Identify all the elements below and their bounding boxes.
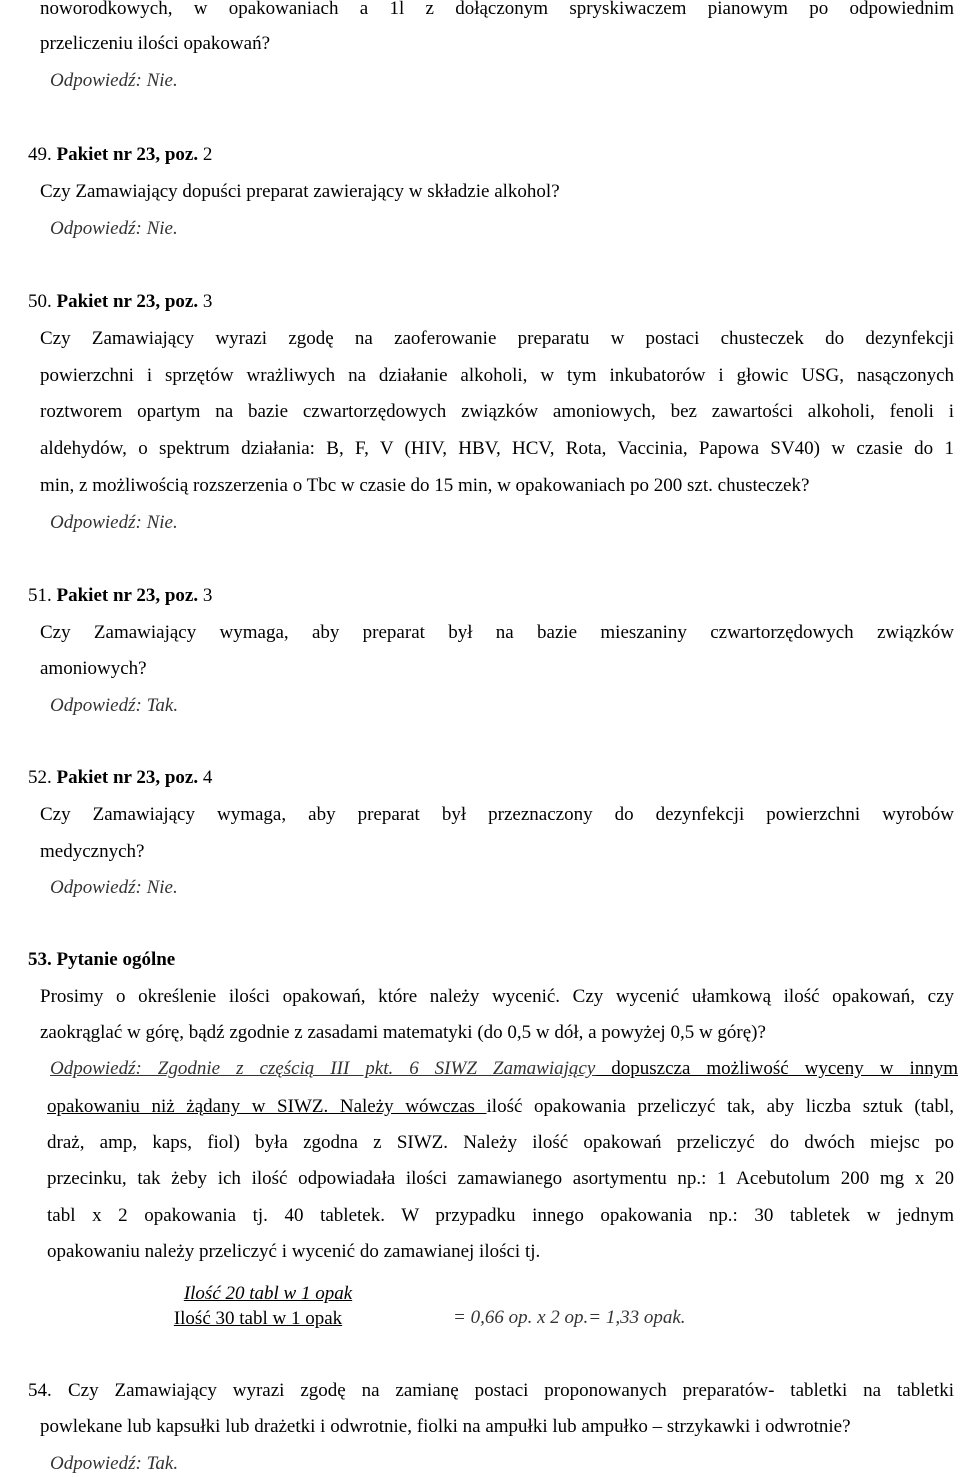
q53-line-2: zaokrąglać w górę, bądź zgodnie z zasadami matematyki (do 0,5 w dół, a powyżej 0,5 w górę)?	[40, 1022, 766, 1043]
q50-line-2: powierzchni i sprzętów wrażliwych na działanie alkoholi, w tym inkubatorów i głowic USG, nasączonych	[40, 365, 954, 386]
fraction-numerator	[146, 1282, 390, 1306]
q53-answer-line2-rest: ilość opakowania przeliczyć tak, aby liczba sztuk (tabl,	[486, 1096, 954, 1117]
q52-heading	[28, 766, 212, 790]
fraction-result: = 0,66 op. x 2 op.= 1,33 opak.	[453, 1307, 686, 1328]
intro-line-1: noworodkowych, w opakowaniach a 1l z dołączonym spryskiwaczem pianowym po odpowiednim	[40, 0, 954, 19]
q49-answer: Odpowiedź: Nie.	[50, 218, 178, 239]
q53-line-1: Prosimy o określenie ilości opakowań, które należy wycenić. Czy wycenić ułamkową ilość opakowań, czy	[40, 986, 954, 1007]
q54-answer: Odpowiedź: Tak.	[50, 1453, 179, 1474]
q51-heading	[28, 584, 212, 608]
q51-line-1: Czy Zamawiający wymaga, aby preparat był na bazie mieszaniny czwartorzędowych związków	[40, 622, 954, 643]
q50-package: Pakiet nr 23, poz.	[56, 291, 199, 312]
q50-line-3: roztworem opartym na bazie czwartorzędowych związków amoniowych, bez zawartości alkoholi, fenoli i	[40, 401, 954, 422]
q52-answer: Odpowiedź: Nie.	[50, 877, 178, 898]
q54-line-2: powlekane lub kapsułki lub drażetki i odwrotnie, fiolki na ampułki lub ampułko – strzykawki i odwrotnie?	[40, 1416, 851, 1437]
q53-answer-line-1	[50, 1057, 958, 1081]
q50-number: 50.	[28, 291, 52, 312]
q51-answer: Odpowiedź: Tak.	[50, 695, 179, 716]
q53-number: 53.	[28, 949, 52, 970]
q50-line-5: min, z możliwością rozszerzenia o Tbc w czasie do 15 min, w opakowaniach po 200 szt. chusteczek?	[40, 475, 810, 496]
q49-question: Czy Zamawiający dopuści preparat zawierający w składzie alkohol?	[40, 181, 560, 202]
q51-package: Pakiet nr 23, poz.	[56, 585, 199, 606]
q53-answer-line-2	[47, 1095, 954, 1119]
q53-answer-underlined: opakowaniu niż żądany w SIWZ. Należy wówczas	[47, 1096, 487, 1117]
q54-line-1: Czy Zamawiający wyrazi zgodę na zamianę postaci proponowanych preparatów- tabletki na tabletki	[68, 1380, 954, 1401]
q50-position: 3	[202, 291, 213, 312]
q52-line-1: Czy Zamawiający wymaga, aby preparat był przeznaczony do dezynfekcji powierzchni wyrobów	[40, 804, 954, 825]
q49-heading	[28, 143, 212, 167]
q52-position: 4	[202, 767, 213, 788]
q49-position: 2	[202, 144, 213, 165]
q51-number: 51.	[28, 585, 52, 606]
q53-heading	[28, 948, 175, 972]
q52-package: Pakiet nr 23, poz.	[56, 767, 199, 788]
intro-line-2: przeliczeniu ilości opakowań?	[40, 33, 271, 54]
q53-answer-italic: Odpowiedź: Zgodnie z częścią III pkt. 6 SIWZ Zamawiający	[50, 1058, 596, 1079]
q49-number: 49.	[28, 144, 52, 165]
fraction-denominator-text: Ilość 30 tabl w 1 opak	[173, 1308, 343, 1329]
fraction-numerator-text: Ilość 20 tabl w 1 opak	[183, 1283, 353, 1304]
q51-position: 3	[202, 585, 213, 606]
q49-package: Pakiet nr 23, poz.	[56, 144, 199, 165]
q53-title: Pytanie ogólne	[56, 949, 176, 970]
q50-answer: Odpowiedź: Nie.	[50, 512, 178, 533]
q53-answer-line-5: tabl x 2 opakowania tj. 40 tabletek. W przypadku innego opakowania np.: 30 tabletek w jednym	[47, 1205, 954, 1226]
q50-heading	[28, 290, 212, 314]
q54-number: 54.	[28, 1380, 52, 1401]
q52-number: 52.	[28, 767, 52, 788]
q50-line-4: aldehydów, o spektrum działania: B, F, V (HIV, HBV, HCV, Rota, Vaccinia, Papowa SV40) w czasie do 1	[40, 438, 954, 459]
q52-line-2: medycznych?	[40, 841, 145, 862]
q53-answer-line-4: przecinku, tak żeby ich ilość odpowiadała ilości zamawianego asortymentu np.: 1 Acebutolum 200 mg x 20	[47, 1168, 954, 1189]
q53-answer-line-3: draż, amp, kaps, fiol) była zgodna z SIWZ. Należy ilość opakowań przeliczyć do dwóch miejsc po	[47, 1132, 954, 1153]
q53-answer-rest: dopuszcza możliwość wyceny w innym	[595, 1058, 959, 1079]
q50-line-1: Czy Zamawiający wyrazi zgodę na zaoferowanie preparatu w postaci chusteczek do dezynfekcji	[40, 328, 954, 349]
q53-answer-line-6: opakowaniu należy przeliczyć i wycenić do zamawianej ilości tj.	[47, 1241, 541, 1262]
fraction-denominator	[146, 1307, 370, 1331]
q51-line-2: amoniowych?	[40, 658, 147, 679]
intro-answer: Odpowiedź: Nie.	[50, 70, 178, 91]
